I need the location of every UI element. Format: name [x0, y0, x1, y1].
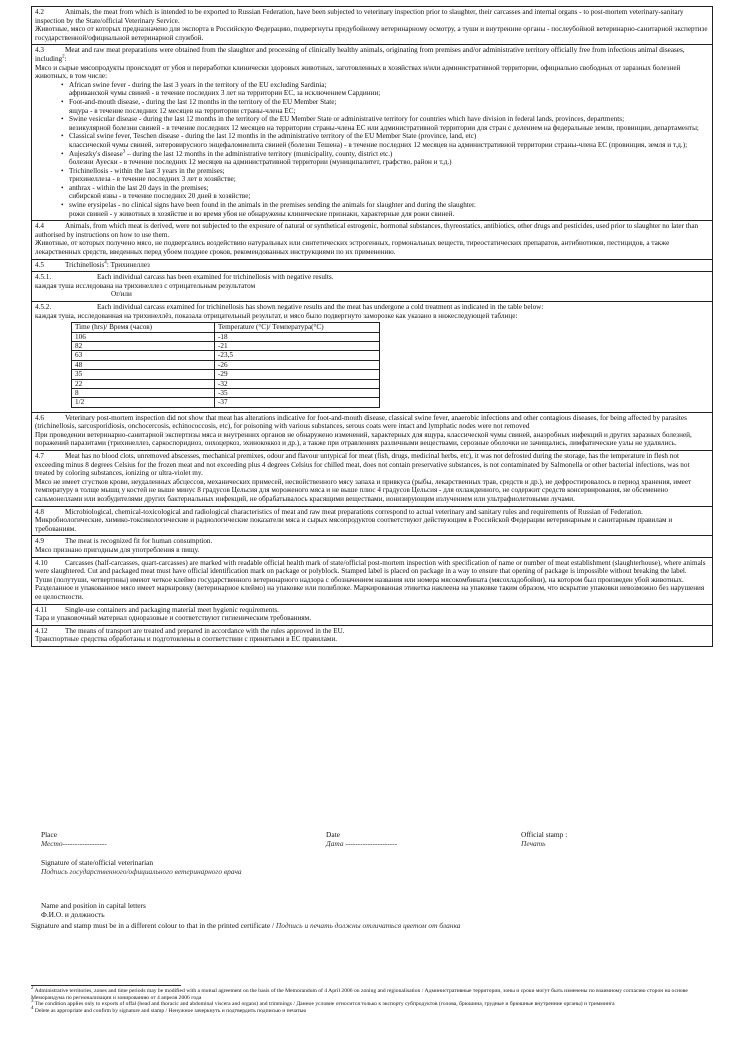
item-en: Swine vesicular disease - during the last 12 months in the territory of the EU Member State or administrative territory for countries which have division in federal lands, provinces, departments; [69, 115, 625, 124]
row-text-en: Microbiological, chemical-toxicological and radiological characteristics of meat and raw meat preparations correspond to actual veterinary and sanitary rules and requirements of Russian of Federation. [65, 507, 643, 516]
row-number: 4.8 [35, 507, 44, 516]
date-field [326, 830, 397, 848]
footnote-mark: 2 [31, 986, 34, 992]
stamp-label: Official stamp : [521, 830, 568, 839]
table-cell: -29 [215, 370, 380, 379]
item-ru: болезни Ауески - в течение последних 12 месяцев на административной территории (муниципалитет, графство, район и т.д.) [69, 158, 452, 167]
row-text-en: Veterinary post-mortem inspection did not show that meat has alterations indicative for foot-and-mouth disease, classical swine fever, anaerobic infections and other contagious diseases, for being affected by parasites (trichinellosis, sarcosporidiosis, onchocercosis, echinococcosis, etc), for poisoning with various substances, serous coats were intact and lymphatic nodes were not removed [35, 413, 687, 431]
table-cell: -35 [215, 388, 380, 397]
footnote-divider [31, 985, 181, 986]
list-item [61, 184, 709, 201]
row-text-en: Meat has no blood clots, unremoved abscesses, mechanical premixes, odour and flavour untypical for meat (fish, drugs, medicinal herbs, etc), it was not defrosted during the storage, has the temperature in flesh not exceeding minus 8 degrees Celsius for the frozen meat and not exceeding plus 4 degrees Celsius for chilled meat, does not contain preservative substances, is not contaminated by Salmonella or other bacterial infections, was not treated by coloring substances, ionizing or ultra-violet my. [35, 452, 690, 478]
name-position-label: Name and position in capital letters [41, 901, 146, 910]
item-ru: африканской чумы свиней - в течение последних 3 лет на территории ЕС, за исключением Сардинии; [69, 89, 381, 98]
item-ru: сибирской язвы - в течение последних 20 дней в хозяйстве; [69, 192, 251, 201]
footnote-mark: 4 [31, 1005, 34, 1011]
table-cell: 35 [72, 370, 215, 379]
table-row [72, 360, 380, 369]
row-4-5 [32, 260, 712, 273]
row-number: 4.7 [35, 452, 44, 461]
table-row [72, 341, 380, 350]
punct: : [64, 54, 67, 63]
row-text-ru: Тара и упаковочный материал одноразовые и соответствуют гигиеническим требованиям. [35, 614, 311, 623]
row-4-9 [32, 536, 712, 557]
item-ru: классической чумы свиней, энтеровирусного энцефаломиелита свиней (болезни Тешена) - в течение последних 12 месяцев на административной территории страны-члена ЕС (провинция, земля и т.д.); [69, 140, 688, 149]
table-cell: -18 [215, 332, 380, 341]
row-number: 4.2 [35, 8, 44, 16]
table-row [72, 351, 380, 360]
row-text-en: Each individual carcass has been examined for trichinellosis with negative results. [97, 273, 334, 282]
row-4-5-2 [32, 302, 712, 413]
vet-signature-label: Signature of state/official veterinarian [41, 858, 154, 867]
table-cell: -21 [215, 341, 380, 350]
item-ru: ящура - в течение последних 12 месяцев на территории страны-члена ЕС; [69, 106, 296, 115]
list-item [61, 132, 709, 149]
row-number: 4.12 [35, 626, 48, 635]
row-text-ru: Туши (полутуши, четвертины) имеют четкое клеймо государственного ветеринарного надзора с обозначением названия или номера мясокомбината (мясохладобойни), на котором был произведен убой животных. Разделанное и упакованное мясо имеет маркировку (ветеринарное клеймо) на упаковке или полиблоке. Маркированная этикетка наклеена на упаковке таким образом, что вскрытие упаковки невозможно без нарушения ее целостности. [35, 575, 705, 601]
place-label-ru: Место------------------ [41, 839, 107, 848]
row-4-11 [32, 605, 712, 626]
footnote-3 [31, 1001, 721, 1008]
row-number: 4.10 [35, 558, 48, 567]
date-label-ru: Дата --------------------- [326, 839, 398, 848]
table-row [72, 332, 380, 341]
footnote-ref: 4 [104, 260, 107, 266]
list-item [61, 167, 709, 184]
row-text-ru: Мясо и сырые мясопродукты происходят от убоя и переработки клинически здоровых животных, заготовленных в хозяйствах и/или административной территории, официально свободных от заразных болезней животных, в том числе: [35, 63, 681, 81]
list-item [61, 150, 709, 167]
row-number: 4.6 [35, 413, 44, 422]
table-cell: -32 [215, 379, 380, 388]
row-4-8 [32, 507, 712, 537]
list-item [61, 115, 709, 132]
table-row [72, 388, 380, 397]
table-cell: 8 [72, 388, 215, 397]
row-text-ru: Мясо признано пригодным для употребления в пищу. [35, 546, 200, 555]
footnote-text: The condition applies only to exports of offal (head and thoracic and abdominal viscera and organs) and trimmings / Данное условие относится только к экспорту субпродуктов (голова, брюшина, грудные и брюшные внутренние органы) и тримминга [33, 1001, 615, 1008]
place-field [41, 830, 107, 848]
item-en: Classical swine fever, Teschen disease - during the last 12 months in the administrative territory of the EU Member State (province, land, etc) [69, 132, 477, 141]
colour-note-en: Signature and stamp must be in a different colour to that in the printed certificate / [31, 921, 275, 930]
item-en: anthrax - within the last 20 days in the premises; [69, 183, 209, 192]
footnotes [31, 988, 721, 1014]
table-cell: 82 [72, 341, 215, 350]
footnote-ref: 3 [122, 149, 126, 155]
table-cell: 1/2 [72, 398, 215, 407]
row-text-en: Animals, from which meat is derived, were not subjected to the exposure of natural or synthetical estrogenic, hormonal substances, thyreostatics, antibiotics, other drugs and pesticides, used prior to slaughter no later than authorised by instructions on how to use them. [35, 222, 699, 239]
table-cell: 63 [72, 351, 215, 360]
footnote-text: Administrative territories, zones and time periods may be modified with a mutual agreement on the basis of the Memorandum of 4 April 2006 on zoning and regionalisation / Административные территории, зоны и сроки могут быть изменены по взаимному согласию сторон на основе Меморандума по регионализации и зонированию от 4 апреля 2006 года [31, 988, 688, 1001]
row-number: 4.5 [35, 260, 44, 269]
table-header-row [72, 323, 380, 332]
cold-treatment-table [71, 322, 380, 408]
table-cell: -23,5 [215, 351, 380, 360]
row-text-en: Each individual carcass examined for trichinellosis has shown negative results and the meat has undergone a cold treatment as indicated in the table below: [97, 303, 544, 311]
row-4-5-1 [32, 272, 712, 302]
footnote-4 [31, 1005, 721, 1015]
name-position-field [41, 901, 146, 919]
row-4-10 [32, 558, 712, 605]
requirements-table [31, 6, 713, 647]
item-ru: рожи свиней - у животных в хозяйстве и во время убоя не обнаружены клинические признаки, характерные для рожи свиней. [69, 209, 455, 218]
row-4-6 [32, 413, 712, 451]
stamp-field [521, 830, 567, 848]
item-en: Foot-and-mouth disease, - during the last 12 months in the territory of the EU Member State; [69, 97, 337, 106]
row-text-en: Single-use containers and packaging material meet hygienic requirements. [65, 605, 279, 614]
table-header-temperature: Temperature (°C)/ Температура(°C) [215, 323, 380, 332]
table-cell: 48 [72, 360, 215, 369]
stamp-label-ru: Печать [521, 839, 546, 848]
or-label: Or/или [111, 290, 132, 299]
name-position-label-ru: Ф.И.О. и должность [41, 910, 105, 919]
table-cell: 22 [72, 379, 215, 388]
item-en: African swine fever - during the last 3 years in the territory of the EU excluding Sardinia; [69, 80, 327, 89]
row-text-en: Meat and raw meat preparations were obtained from the slaughter and processing of clinically healthy animals, originating from premises and/or administrative territory officially free from infectious animal diseases, including [35, 46, 685, 63]
item-en: swine erysipelas - no clinical signs have been found in the animals in the premises sending the animals for slaughter and during the slaughter. [69, 201, 476, 210]
colour-note [31, 921, 721, 930]
table-row [72, 379, 380, 388]
table-row [72, 398, 380, 407]
row-number: 4.3 [35, 46, 44, 55]
row-number: 4.5.1. [35, 273, 52, 282]
row-4-7 [32, 451, 712, 507]
list-item [61, 81, 709, 98]
footnote-mark: 3 [31, 999, 34, 1005]
row-4-4 [32, 221, 712, 259]
date-label: Date [326, 830, 340, 839]
item-en: Trichinellosis - within the last 3 years in the premises; [69, 166, 225, 175]
row-text-ru: Транспортные средства обработаны и подготовлены в соответствии с принятыми в ЕС правилами. [35, 635, 338, 644]
item-ru: трихинеллеза - в течение последних 3 лет в хозяйстве; [69, 175, 236, 184]
table-row [72, 370, 380, 379]
item-ru: везикулярной болезни свиней - в течение последних 12 месяцев на территории страны-члена ЕС или административной территории для стран с делением на федеральные земли, провинции, департаменты; [69, 123, 699, 132]
row-number: 4.4 [35, 222, 44, 231]
row-text-ru: При проведении ветеринарно-санитарной экспертизы мяса и внутренних органов не обнаружено изменений, характерных для ящура, классической чумы свиней, анаэробных инфекций и других заразных болезней, поражений паразитами (трихинеллез, саркоспоридиоз, онхоцеркоз, эхинококкоз и др.), а также при отравлениях различными веществами, серозные оболочки не зачищались, лимфатические узлы не удалялись. [35, 430, 692, 448]
table-cell: -37 [215, 398, 380, 407]
row-text-ru: каждая туша исследована на трихинеллез с отрицательным результатом [35, 281, 256, 290]
row-number: 4.9 [35, 537, 44, 546]
veterinarian-signature-field [41, 858, 242, 876]
row-number: 4.5.2. [35, 303, 52, 311]
row-text-ru: : Трихинеллез [106, 260, 150, 269]
item-en-cont: – during the last 12 months in the administrative territory (municipality, county, district etc.) [125, 149, 393, 158]
row-text-en: Animals, the meat from which is intended to be exported to Russian Federation, have been subjected to veterinary inspection prior to slaughter, their carcasses and internal organs - to post-mortem veterinary-sanitary inspection by the State/official Veterinary Service. [35, 8, 684, 25]
row-text-ru: Животные, от которых получено мясо, не подвергались воздействию натуральных или синтетических эстрогенных, гормональных веществ, тиреостатических препаратов, антибиотиков, пестицидов, а также лекарственных средств, введенных перед убоем позднее сроков, рекомендованных инструкциями по их применению. [35, 239, 670, 257]
colour-note-ru: Подпись и печать должны отличаться цветом от бланка [274, 921, 461, 930]
list-item [61, 98, 709, 115]
row-text-ru: Животные, мясо от которых предназначено для экспорта в Российскую Федерацию, подвергнуты предубойному ветеринарному осмотру, а туши и внутренние органы - послеубойной ветеринарно-санитарной экспертизе государственной/официальной ветеринарной службой. [35, 25, 708, 42]
row-text-en: The meat is recognized fit for human consumption. [65, 537, 213, 546]
row-text-en: The means of transport are treated and prepared in accordance with the rules approved in the EU. [65, 626, 345, 635]
table-cell: -26 [215, 360, 380, 369]
item-en: Aujeszky's disease [69, 149, 123, 158]
row-text-ru: Микробиологические, химико-токсикологические и радиологические показатели мяса и сырых мясопродуктов соответствуют действующим в Российской Федерации ветеринарным и санитарным правилам и требованиям. [35, 516, 673, 533]
place-label: Place [41, 830, 58, 839]
row-4-2 [32, 7, 712, 45]
row-text-ru: каждая туша, исследованная на трихинеллёз, показала отрицательный результат, и мясо было подвергнуто заморозке как указано в нижеследующей таблице: [35, 311, 518, 320]
disease-list [35, 81, 709, 219]
row-text-en: Trichinellosis [65, 260, 105, 269]
list-item [61, 201, 709, 218]
footnote-text: Delete as appropriate and confirm by signature and stamp / Ненужное зачеркнуть и подтвердить подписью и печатью [33, 1007, 307, 1014]
row-text-en: Carcasses (half-carcasses, quart-carcasses) are marked with readable official health mark of state/official post-mortem inspection with specification of name or number of meat establishment (slaughterhouse), where animals were slaughtered. Cut and packaged meat must have official identification mark on package or polyblock. Stamped label is placed on package in a way to ensure that opening of package is impossible without breaking the label. [35, 558, 706, 576]
row-4-12 [32, 626, 712, 646]
row-text-ru: Мясо не имеет сгустков крови, неудаленных абсцессов, механических примесей, несвойственного мясу запаха и привкуса (рыбы, лекарственных трав, средств и др.), не дефростировалось в период хранения, имеет температуру в толще мышц у костей не выше минус 8 градусов Цельсия для мороженого мяса и не выше плюс 4 градусов Цельсия - для охлажденного, не содержит средств консервирования, не обсеменено сальмонеллами или возбудителями других бактериальных инфекций, не обрабатывалось красящими веществами, ионизирующим излучением или ультрафиолетовыми лучами. [35, 477, 692, 504]
table-cell: 106 [72, 332, 215, 341]
footnote-2 [31, 988, 721, 1001]
vet-signature-label-ru: Подпись государственного/официального ветеринарного врача [41, 867, 242, 876]
row-4-3 [32, 45, 712, 221]
row-number: 4.11 [35, 605, 48, 614]
footnote-ref: 2 [62, 54, 65, 60]
table-header-time: Time (hrs)/ Время (часов) [72, 323, 215, 332]
